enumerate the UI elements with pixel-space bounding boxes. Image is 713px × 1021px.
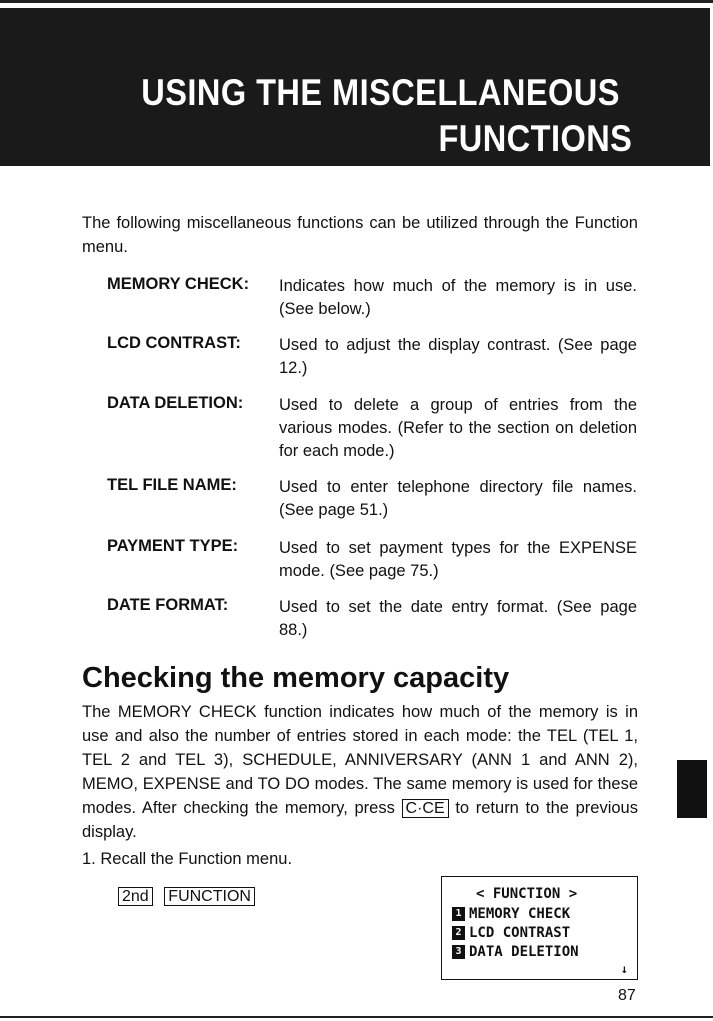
function-desc-payment-type: Used to set payment types for the EXPENSE mode. (See page 75.)	[279, 539, 637, 580]
function-label-payment-type: PAYMENT TYPE:	[107, 537, 239, 555]
function-desc-memory-check: Indicates how much of the memory is in use. (See below.)	[279, 277, 637, 318]
function-key: FUNCTION	[164, 887, 255, 906]
function-desc-lcd-contrast: Used to adjust the display contrast. (See page 12.)	[279, 336, 637, 377]
lcd-item-number: 1	[452, 907, 465, 921]
page-number: 87	[618, 987, 636, 1004]
function-desc-date-format: Used to set the date entry format. (See page 88.)	[279, 598, 637, 639]
lcd-item-number: 2	[452, 926, 465, 940]
bottom-rule	[0, 1016, 713, 1018]
function-label-data-deletion: DATA DELETION:	[107, 394, 244, 412]
2nd-key: 2nd	[118, 887, 153, 906]
lcd-item-number: 3	[452, 945, 465, 959]
chapter-title-line1: USING THE MISCELLANEOUS	[141, 72, 620, 113]
section-body-text-end: to return to the previous display.	[82, 799, 638, 841]
lcd-menu-item	[452, 943, 579, 961]
lcd-item-label: MEMORY CHECK	[469, 906, 571, 922]
lcd-menu-item	[452, 924, 570, 942]
lcd-title: < FUNCTION >	[476, 886, 578, 902]
function-desc-tel-file-name: Used to enter telephone directory file names. (See page 51.)	[279, 478, 637, 519]
section-body	[82, 700, 638, 844]
function-label-memory-check: MEMORY CHECK:	[107, 275, 250, 293]
lcd-display	[441, 876, 638, 980]
step-text: Recall the Function menu.	[100, 850, 293, 868]
top-rule	[0, 0, 713, 3]
section-heading: Checking the memory capacity	[82, 662, 510, 694]
function-desc-data-deletion: Used to delete a group of entries from the various modes. (Refer to the section on deletion for each mode.)	[279, 396, 637, 460]
lcd-item-label: LCD CONTRAST	[469, 925, 571, 941]
chapter-title-line2: FUNCTIONS	[438, 118, 632, 159]
chapter-header	[0, 8, 710, 166]
down-arrow-icon: ↓	[620, 962, 628, 976]
step-1	[82, 850, 292, 869]
lcd-item-label: DATA DELETION	[469, 944, 579, 960]
intro-paragraph: The following miscellaneous functions can be utilized through the Function menu.	[82, 214, 638, 256]
cce-key: C·CE	[402, 799, 449, 818]
chapter-tab-marker	[677, 760, 707, 818]
function-label-tel-file-name: TEL FILE NAME:	[107, 476, 237, 494]
function-label-lcd-contrast: LCD CONTRAST:	[107, 334, 241, 352]
lcd-menu-item	[452, 905, 570, 923]
section-body-text: The MEMORY CHECK function indicates how much of the memory is in use and also the number of entries stored in each mode: the TEL (TEL 1, TEL 2 and TEL 3), SCHEDULE, ANNIVERSARY (ANN 1 and ANN 2), MEMO, EXPENSE and TO DO modes. The same memory is used for these modes. After checking the memory, press	[82, 703, 638, 817]
key-sequence	[118, 887, 262, 906]
function-label-date-format: DATE FORMAT:	[107, 596, 229, 614]
step-number: 1.	[82, 850, 96, 868]
